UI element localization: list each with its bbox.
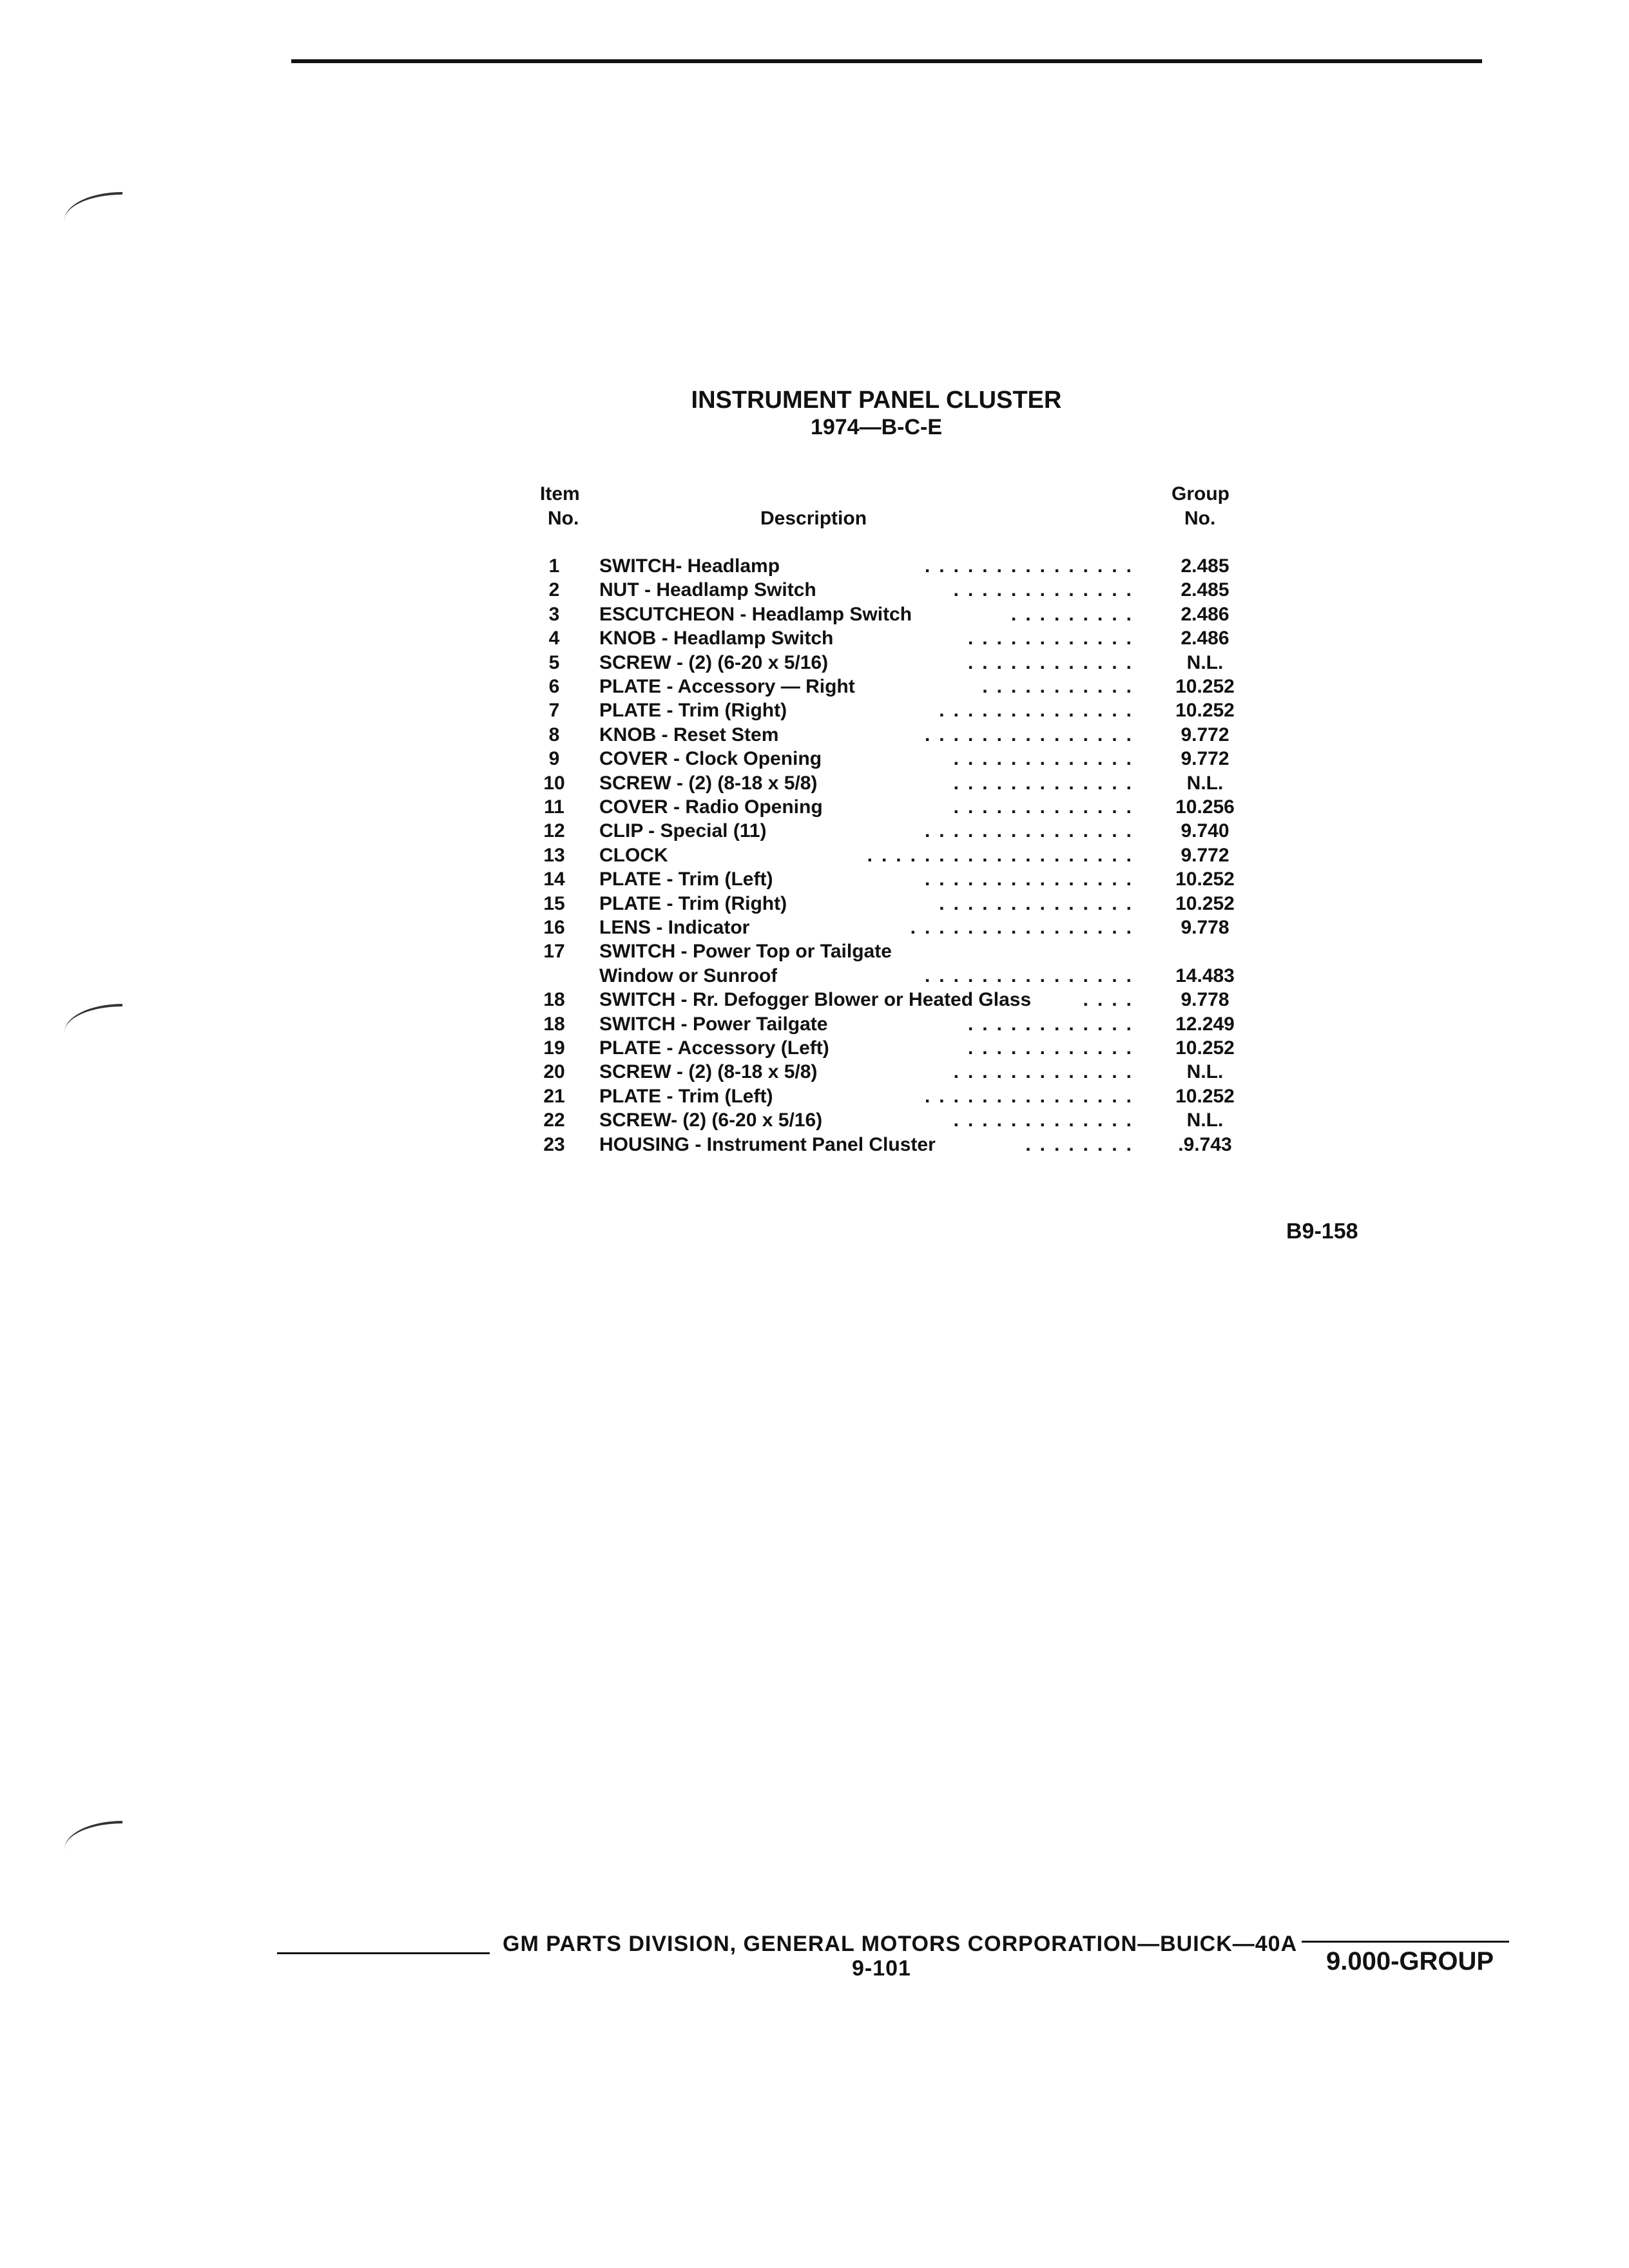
item-number: 5 xyxy=(548,651,560,673)
group-number: .9.743 xyxy=(1178,1133,1232,1155)
table-row xyxy=(535,892,1244,916)
group-number: 10.252 xyxy=(1175,676,1235,697)
item-description: KNOB - Reset Stem xyxy=(599,724,779,745)
table-row xyxy=(535,1036,1244,1061)
figure-reference: B9-158 xyxy=(1286,1219,1358,1244)
item-number: 18 xyxy=(543,1013,565,1035)
item-description: NUT - Headlamp Switch xyxy=(599,579,816,601)
group-number: 9.740 xyxy=(1181,820,1229,842)
item-description: ESCUTCHEON - Headlamp Switch xyxy=(599,603,912,625)
dot-leader: .............. xyxy=(939,700,1141,722)
item-number: 9 xyxy=(548,748,560,770)
item-number: 14 xyxy=(543,869,565,890)
table-row xyxy=(535,723,1244,747)
dot-leader: ............ xyxy=(967,1013,1141,1035)
table-row xyxy=(535,747,1244,771)
item-number: 12 xyxy=(543,820,565,842)
item-description: CLOCK xyxy=(599,844,668,866)
item-description: Window or Sunroof xyxy=(599,965,778,986)
item-description: SCREW - (2) (8-18 x 5/8) xyxy=(599,772,818,794)
table-row xyxy=(535,819,1244,843)
group-number: 12.249 xyxy=(1175,1013,1235,1035)
dot-leader: ............ xyxy=(967,651,1141,673)
dot-leader: ............... xyxy=(924,869,1141,890)
dot-leader: ............... xyxy=(924,965,1141,986)
page-title: INSTRUMENT PANEL CLUSTER xyxy=(691,387,1062,414)
group-number: 2.486 xyxy=(1181,628,1229,649)
punch-hole-mark-bottom xyxy=(64,1821,122,1849)
item-number: 1 xyxy=(548,555,560,577)
table-row xyxy=(535,578,1244,602)
item-number: 21 xyxy=(543,1085,565,1107)
table-row xyxy=(535,675,1244,699)
item-description: SCREW - (2) (8-18 x 5/8) xyxy=(599,1061,818,1083)
dot-leader: ............... xyxy=(924,555,1141,577)
dot-leader: ............ xyxy=(967,628,1141,649)
group-number: 9.772 xyxy=(1181,748,1229,770)
item-description: SCREW- (2) (6-20 x 5/16) xyxy=(599,1110,823,1131)
item-header-line2: No. xyxy=(548,508,579,529)
table-row xyxy=(535,651,1244,675)
table-row xyxy=(535,554,1244,579)
dot-leader: ............. xyxy=(953,1061,1141,1083)
dot-leader: ............. xyxy=(953,772,1141,794)
item-number: 23 xyxy=(543,1133,565,1155)
table-row xyxy=(535,795,1244,820)
dot-leader: ............ xyxy=(967,1037,1141,1059)
dot-leader: ......... xyxy=(1010,603,1141,625)
table-row xyxy=(535,1012,1244,1037)
top-rule xyxy=(291,59,1482,63)
item-description: PLATE - Accessory — Right xyxy=(599,676,855,697)
group-number: 9.778 xyxy=(1181,917,1229,938)
table-row xyxy=(535,916,1244,940)
dot-leader: ............... xyxy=(924,724,1141,745)
item-number: 13 xyxy=(543,844,565,866)
table-row xyxy=(535,939,1244,964)
group-number: N.L. xyxy=(1186,651,1224,673)
table-row xyxy=(535,771,1244,796)
dot-leader: ............. xyxy=(953,579,1141,601)
item-description: COVER - Clock Opening xyxy=(599,748,822,770)
punch-hole-mark-top xyxy=(64,192,122,220)
item-number: 19 xyxy=(543,1037,565,1059)
group-number: 9.772 xyxy=(1181,724,1229,745)
group-number: 10.252 xyxy=(1175,869,1235,890)
item-description: PLATE - Trim (Right) xyxy=(599,892,787,914)
table-row xyxy=(535,698,1244,723)
table-row xyxy=(535,1108,1244,1133)
punch-hole-mark-middle xyxy=(64,1004,122,1032)
group-number: 10.252 xyxy=(1175,1037,1235,1059)
item-description: CLIP - Special (11) xyxy=(599,820,767,842)
group-number: N.L. xyxy=(1186,1061,1224,1083)
item-description: SWITCH- Headlamp xyxy=(599,555,780,577)
description-header: Description xyxy=(760,508,867,529)
item-number: 4 xyxy=(548,628,560,649)
item-number: 11 xyxy=(544,796,564,818)
item-description: PLATE - Trim (Left) xyxy=(599,869,773,890)
dot-leader: ............. xyxy=(953,796,1141,818)
item-number: 2 xyxy=(548,579,560,601)
group-number: N.L. xyxy=(1186,772,1224,794)
item-number: 8 xyxy=(548,724,560,745)
footer-rule-left xyxy=(277,1952,490,1954)
item-description: SCREW - (2) (6-20 x 5/16) xyxy=(599,651,829,673)
group-number: 10.252 xyxy=(1175,700,1235,722)
dot-leader: ........ xyxy=(1025,1133,1141,1155)
item-number: 6 xyxy=(548,676,560,697)
item-number: 3 xyxy=(548,603,560,625)
item-number: 22 xyxy=(543,1110,565,1131)
group-number: 9.778 xyxy=(1181,989,1229,1011)
group-number: 9.772 xyxy=(1181,844,1229,866)
item-number: 17 xyxy=(543,941,565,963)
table-row xyxy=(535,1060,1244,1084)
item-description: PLATE - Accessory (Left) xyxy=(599,1037,829,1059)
item-description: SWITCH - Rr. Defogger Blower or Heated Glass xyxy=(599,989,1032,1011)
item-header-line1: Item xyxy=(540,483,580,505)
group-number: 10.252 xyxy=(1175,892,1235,914)
dot-leader: ............... xyxy=(924,820,1141,842)
dot-leader: ........... xyxy=(982,676,1141,697)
group-number: 10.256 xyxy=(1175,796,1235,818)
item-number: 20 xyxy=(543,1061,565,1083)
item-description: HOUSING - Instrument Panel Cluster xyxy=(599,1133,936,1155)
item-description: PLATE - Trim (Right) xyxy=(599,700,787,722)
table-row xyxy=(535,1084,1244,1109)
footer-rule-right xyxy=(1302,1941,1509,1943)
item-number: 7 xyxy=(548,700,560,722)
page-subtitle: 1974—B-C-E xyxy=(810,415,943,439)
group-number: 14.483 xyxy=(1175,965,1235,986)
group-number: 2.485 xyxy=(1181,555,1229,577)
group-number: 2.486 xyxy=(1181,603,1229,625)
item-description: PLATE - Trim (Left) xyxy=(599,1085,773,1107)
group-number: 2.485 xyxy=(1181,579,1229,601)
item-description: SWITCH - Power Top or Tailgate xyxy=(599,941,892,963)
table-row xyxy=(535,964,1244,988)
dot-leader: ............. xyxy=(953,1110,1141,1131)
dot-leader: .............. xyxy=(939,892,1141,914)
item-number: 10 xyxy=(543,772,565,794)
table-row xyxy=(535,988,1244,1012)
table-row xyxy=(535,867,1244,892)
item-description: LENS - Indicator xyxy=(599,917,750,938)
item-number: 18 xyxy=(543,989,565,1011)
dot-leader: ................ xyxy=(910,917,1141,938)
group-header-line2: No. xyxy=(1184,508,1216,529)
item-description: COVER - Radio Opening xyxy=(599,796,823,818)
table-row xyxy=(535,626,1244,651)
item-number: 16 xyxy=(543,917,565,938)
group-number: 10.252 xyxy=(1175,1085,1235,1107)
footer-group: 9.000-GROUP xyxy=(1326,1947,1494,1975)
dot-leader: ............. xyxy=(953,748,1141,770)
table-row xyxy=(535,1133,1244,1157)
group-header-line1: Group xyxy=(1171,483,1229,505)
footer-publisher: GM PARTS DIVISION, GENERAL MOTORS CORPORATION—BUICK—40A xyxy=(503,1932,1298,1956)
footer-page-number: 9-101 xyxy=(852,1956,911,1981)
item-description: KNOB - Headlamp Switch xyxy=(599,628,834,649)
item-description: SWITCH - Power Tailgate xyxy=(599,1013,828,1035)
item-number: 15 xyxy=(543,892,565,914)
group-number: N.L. xyxy=(1186,1110,1224,1131)
dot-leader: ................... xyxy=(867,844,1141,866)
dot-leader: ............... xyxy=(924,1085,1141,1107)
table-row xyxy=(535,602,1244,627)
dot-leader: .... xyxy=(1083,989,1141,1011)
table-row xyxy=(535,843,1244,868)
